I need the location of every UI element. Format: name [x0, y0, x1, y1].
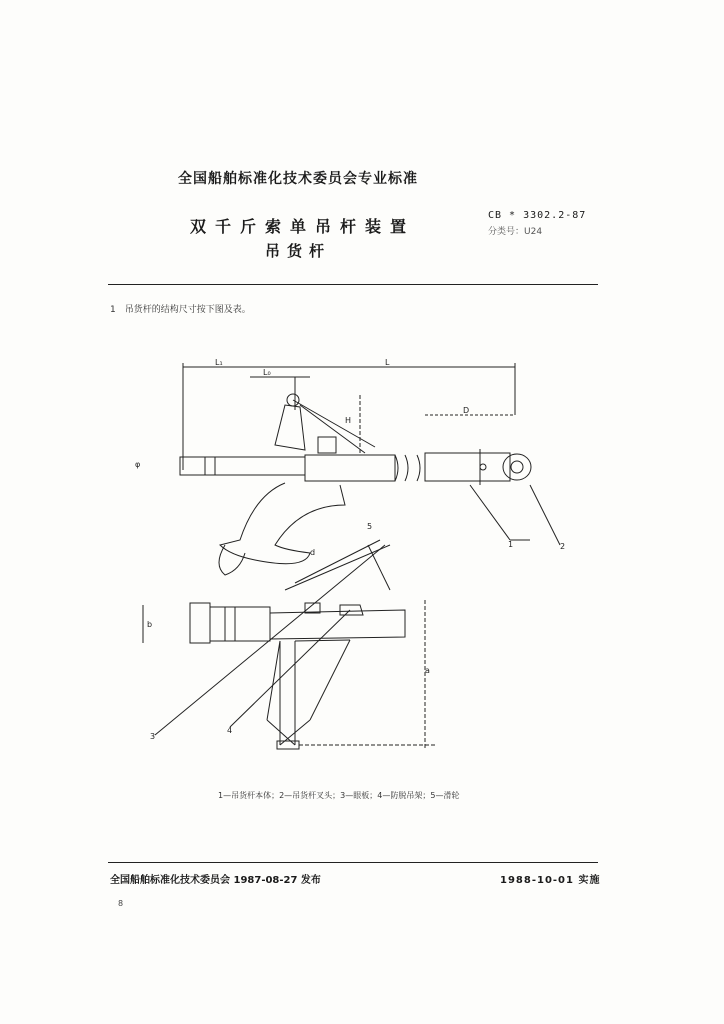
standard-code: CB * 3302.2-87	[488, 210, 587, 221]
page-number: 8	[118, 899, 124, 908]
callout-number: 3	[150, 732, 156, 741]
hanger-bracket	[220, 483, 345, 564]
callout-number: 1	[508, 540, 514, 549]
plan-boom-body	[270, 610, 405, 639]
org-header: 全国船舶标准化技术委员会专业标准	[178, 171, 418, 187]
dim-label: L	[385, 358, 390, 367]
footer-rule	[108, 862, 598, 863]
effective-date: 1988-10-01 实施	[500, 875, 601, 886]
boom-fork-head	[503, 454, 531, 480]
dim-label: L₀	[263, 368, 271, 377]
plan-eye-plate	[190, 603, 210, 643]
dim-label: D	[463, 406, 470, 415]
header-rule	[108, 284, 598, 285]
dim-label: b	[147, 620, 153, 629]
classification-number: 分类号：U24	[488, 227, 543, 237]
dim-label: H	[345, 416, 352, 425]
dim-label: L₁	[215, 358, 223, 367]
dim-label: a	[425, 666, 430, 675]
callout-number: 5	[367, 522, 373, 531]
boom-body-mid	[305, 455, 395, 481]
dim-label: d	[310, 548, 316, 557]
clause-1-text: 1 吊货杆的结构尺寸按下图及表。	[110, 305, 251, 315]
callout-numbers	[150, 522, 565, 741]
issue-date: 全国船舶标准化技术委员会 1987-08-27 发布	[110, 875, 321, 886]
callout-number: 4	[227, 726, 233, 735]
figure-caption: 1—吊货杆本体；2—吊货杆叉头；3—眼板；4—防脱吊架；5—滑轮	[218, 791, 460, 800]
title-sub: 吊货杆	[265, 242, 332, 260]
title-main: 双千斤索单吊杆装置	[190, 217, 416, 236]
boom-body-left	[180, 457, 305, 475]
callout-number: 2	[560, 542, 566, 551]
boom-body-right	[425, 453, 510, 481]
dim-label: φ	[135, 460, 141, 469]
cargo-boom-drawing	[135, 355, 566, 765]
